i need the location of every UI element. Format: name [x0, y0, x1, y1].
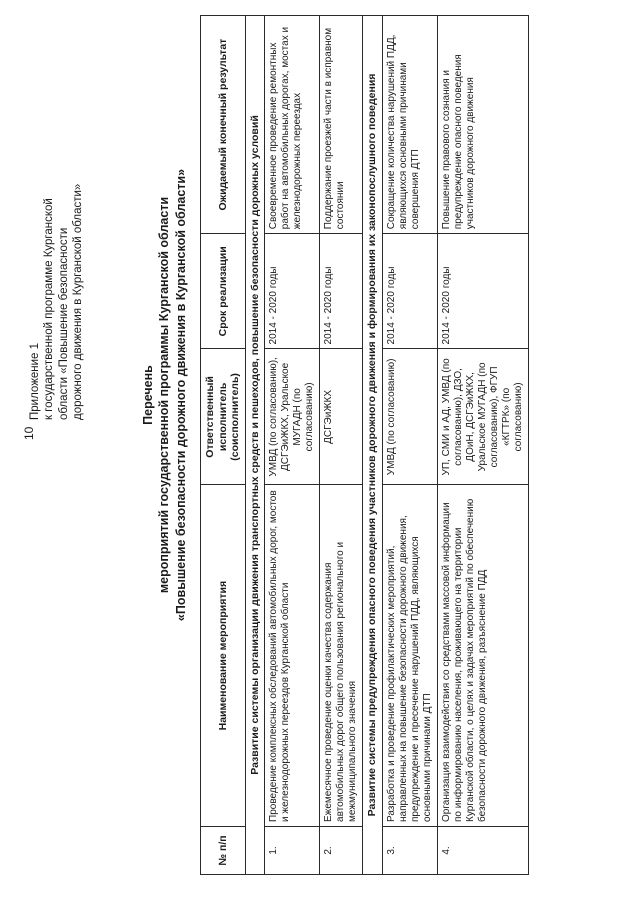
header-num: № п/п: [201, 826, 246, 874]
cell-name: Разработка и проведение профилактических мероприятий, направленных на повышение безопасности дорожного движения, предупреждение и пресечение нарушений ПДД, являющихся основными причинами ДТП: [382, 485, 437, 827]
heading-subtitle: мероприятий государственной программы Курганской области: [157, 196, 172, 594]
section-row: [245, 16, 265, 875]
document-heading: [140, 35, 189, 755]
table-row: [437, 16, 528, 875]
table-row: [265, 16, 320, 875]
cell-executor: УМВД (по согласованию), ДСГЭиЖКХ, Уральское МУГАДН (по согласованию): [265, 349, 320, 485]
cell-executor: УП, СМИ и АД, УМВД (по согласованию), ДЗО, ДОиН, ДСГЭиЖКХ, Уральское МУГАДН (по согласованию), ФГУП «КГТРК» (по согласованию): [437, 349, 528, 485]
cell-executor: УМВД (по согласованию): [382, 349, 437, 485]
section-title: Развитие системы организации движения транспортных средств и пешеходов, повышение безопасности дорожных условий: [245, 16, 265, 875]
appendix-line: к государственной программе Курганской: [43, 198, 56, 420]
cell-term: 2014 - 2020 годы: [265, 234, 320, 349]
appendix-line: дорожного движения в Курганской области»: [72, 183, 85, 420]
header-executor: Ответственный исполнитель (соисполнитель): [201, 349, 246, 485]
cell-term: 2014 - 2020 годы: [382, 234, 437, 349]
header-term: Срок реализации: [201, 234, 246, 349]
cell-result: Своевременное проведение ремонтных работ на автомобильных дорогах, мостах и железнодорожных переездах: [265, 16, 320, 234]
appendix-block: [28, 120, 86, 420]
cell-num: 2.: [320, 826, 363, 874]
section-row: [363, 16, 383, 875]
table-row: [320, 16, 363, 875]
cell-num: 4.: [437, 826, 528, 874]
section-title: Развитие системы предупреждения опасного поведения участников дорожного движения и формирования их законопослушного поведения: [363, 16, 383, 875]
measures-table: [200, 15, 529, 875]
cell-name: Организация взаимодействия со средствами массовой информации по информированию населения, проживающего на территории Курганской области, о целях и задачах мероприятий по обеспечению безопасности дорожного движения, разъяснение ПДД: [437, 485, 528, 827]
appendix-line: области «Повышение безопасности: [57, 227, 70, 420]
table-header-row: [201, 16, 246, 875]
cell-num: 1.: [265, 826, 320, 874]
heading-program-name: «Повышение безопасности дорожного движения в Курганской области»: [173, 168, 188, 622]
cell-executor: ДСГЭиЖКХ: [320, 349, 363, 485]
cell-num: 3.: [382, 826, 437, 874]
heading-title: Перечень: [141, 365, 155, 425]
appendix-line: Приложение 1: [29, 342, 41, 420]
cell-result: Сокращение количества нарушений ПДД, являющихся основными причинами совершения ДТП: [382, 16, 437, 234]
page-number: 10: [22, 426, 36, 440]
cell-result: Повышение правового сознания и предупреждение опасного поведения участников дорожного движения: [437, 16, 528, 234]
cell-name: Проведение комплексных обследований автомобильных дорог, мостов и железнодорожных переездов Курганской области: [265, 485, 320, 827]
cell-term: 2014 - 2020 годы: [437, 234, 528, 349]
header-result: Ожидаемый конечный результат: [201, 16, 246, 234]
header-name: Наименование мероприятия: [201, 485, 246, 827]
cell-name: Ежемесячное проведение оценки качества содержания автомобильных дорог общего пользования регионального и межмуниципального значения: [320, 485, 363, 827]
cell-term: 2014 - 2020 годы: [320, 234, 363, 349]
table-row: [382, 16, 437, 875]
cell-result: Поддержание проезжей части в исправном состоянии: [320, 16, 363, 234]
